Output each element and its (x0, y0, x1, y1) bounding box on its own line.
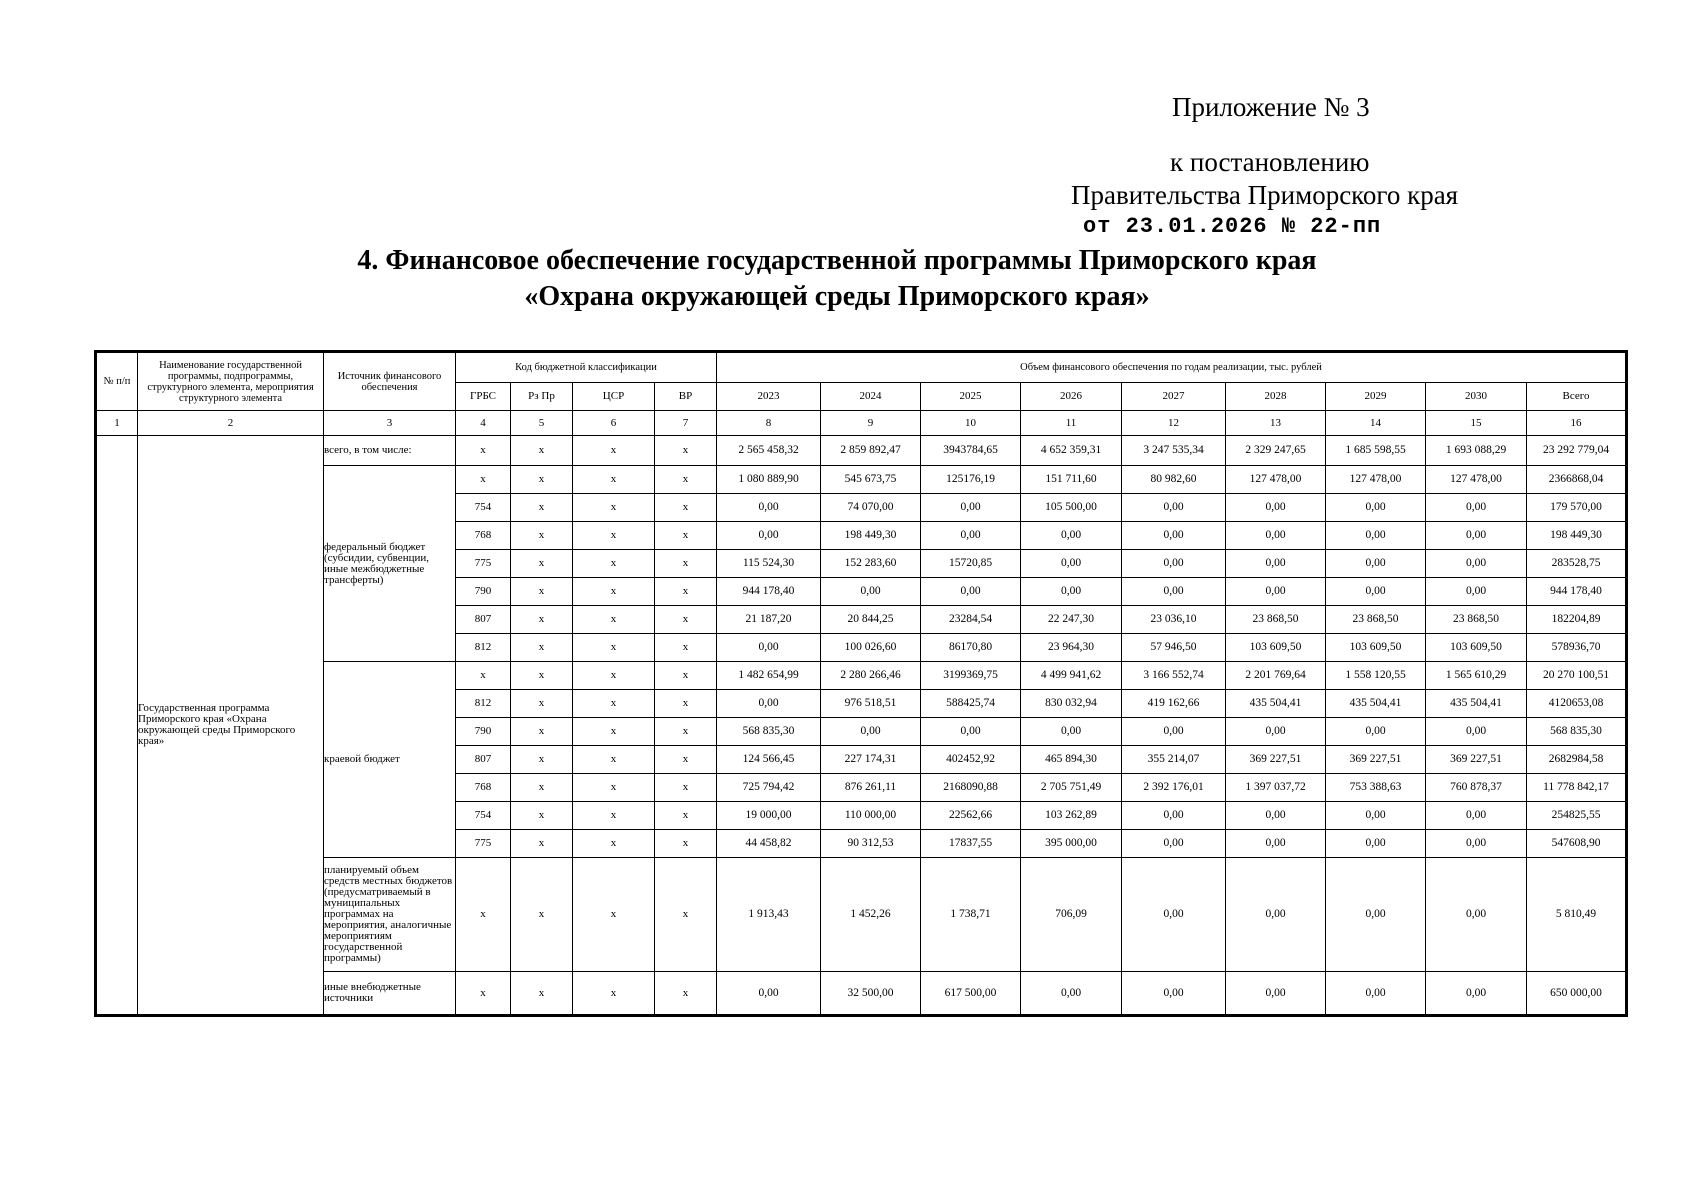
year-value-cell: 588425,74 (921, 690, 1021, 718)
source-regional-cell: краевой бюджет (324, 662, 456, 858)
total-value-cell: 283528,75 (1527, 550, 1627, 578)
table-row (96, 858, 1627, 972)
vr-cell: x (655, 634, 717, 662)
csr-cell: x (573, 718, 655, 746)
date-number: от 23.01.2026 № 22-пп (1083, 214, 1382, 239)
year-value-cell: 0,00 (1226, 972, 1326, 1016)
year-value-cell: 435 504,41 (1226, 690, 1326, 718)
column-number: 13 (1226, 411, 1326, 436)
rzpr-cell: x (511, 774, 573, 802)
year-value-cell: 976 518,51 (821, 690, 921, 718)
column-number: 10 (921, 411, 1021, 436)
header-total: Всего (1527, 383, 1627, 411)
year-value-cell: 22 247,30 (1021, 606, 1122, 634)
table-row (96, 662, 1627, 690)
grbs-cell: 754 (456, 802, 511, 830)
rzpr-cell: x (511, 436, 573, 466)
header-year: 2027 (1122, 383, 1226, 411)
finance-table (94, 350, 1628, 1017)
year-value-cell: 125176,19 (921, 466, 1021, 494)
header-csr: ЦСР (573, 383, 655, 411)
grbs-cell: x (456, 972, 511, 1016)
grbs-cell: 775 (456, 830, 511, 858)
year-value-cell: 0,00 (1326, 858, 1426, 972)
year-value-cell: 103 609,50 (1426, 634, 1527, 662)
year-value-cell: 103 262,89 (1021, 802, 1122, 830)
header-year: 2024 (821, 383, 921, 411)
grbs-cell: 812 (456, 690, 511, 718)
total-value-cell: 23 292 779,04 (1527, 436, 1627, 466)
grbs-cell: 754 (456, 494, 511, 522)
year-value-cell: 465 894,30 (1021, 746, 1122, 774)
grbs-cell: x (456, 662, 511, 690)
grbs-cell: 790 (456, 578, 511, 606)
total-value-cell: 2682984,58 (1527, 746, 1627, 774)
rzpr-cell: x (511, 634, 573, 662)
vr-cell: x (655, 718, 717, 746)
year-value-cell: 0,00 (1326, 830, 1426, 858)
year-value-cell: 0,00 (1226, 522, 1326, 550)
rzpr-cell: x (511, 606, 573, 634)
vr-cell: x (655, 858, 717, 972)
csr-cell: x (573, 690, 655, 718)
year-value-cell: 110 000,00 (821, 802, 921, 830)
year-value-cell: 0,00 (717, 690, 821, 718)
source-total-cell: всего, в том числе: (324, 436, 456, 466)
year-value-cell: 3 166 552,74 (1122, 662, 1226, 690)
csr-cell: x (573, 634, 655, 662)
year-value-cell: 0,00 (1122, 830, 1226, 858)
year-value-cell: 0,00 (1021, 972, 1122, 1016)
year-value-cell: 4 499 941,62 (1021, 662, 1122, 690)
year-value-cell: 0,00 (717, 972, 821, 1016)
column-number: 15 (1426, 411, 1527, 436)
csr-cell: x (573, 494, 655, 522)
rzpr-cell: x (511, 522, 573, 550)
year-value-cell: 1 565 610,29 (1426, 662, 1527, 690)
year-value-cell: 23 868,50 (1426, 606, 1527, 634)
header-grbs: ГРБС (456, 383, 511, 411)
year-value-cell: 0,00 (1426, 858, 1527, 972)
vr-cell: x (655, 774, 717, 802)
grbs-cell: 807 (456, 606, 511, 634)
total-value-cell: 2366868,04 (1527, 466, 1627, 494)
year-value-cell: 0,00 (1122, 718, 1226, 746)
year-value-cell: 0,00 (1021, 718, 1122, 746)
total-value-cell: 179 570,00 (1527, 494, 1627, 522)
csr-cell: x (573, 774, 655, 802)
year-value-cell: 1 482 654,99 (717, 662, 821, 690)
year-value-cell: 0,00 (1226, 830, 1326, 858)
vr-cell: x (655, 436, 717, 466)
year-value-cell: 0,00 (1326, 550, 1426, 578)
csr-cell: x (573, 858, 655, 972)
year-value-cell: 2 280 266,46 (821, 662, 921, 690)
year-value-cell: 0,00 (717, 634, 821, 662)
total-value-cell: 254825,55 (1527, 802, 1627, 830)
year-value-cell: 127 478,00 (1326, 466, 1426, 494)
year-value-cell: 0,00 (1326, 522, 1426, 550)
year-value-cell: 2168090,88 (921, 774, 1021, 802)
total-value-cell: 20 270 100,51 (1527, 662, 1627, 690)
total-value-cell: 547608,90 (1527, 830, 1627, 858)
header-num: № п/п (96, 352, 138, 411)
vr-cell: x (655, 690, 717, 718)
grbs-cell: 790 (456, 718, 511, 746)
year-value-cell: 74 070,00 (821, 494, 921, 522)
grbs-cell: x (456, 466, 511, 494)
year-value-cell: 44 458,82 (717, 830, 821, 858)
table-row (96, 466, 1627, 494)
year-value-cell: 0,00 (1021, 550, 1122, 578)
column-number: 7 (655, 411, 717, 436)
year-value-cell: 2 329 247,65 (1226, 436, 1326, 466)
vr-cell: x (655, 494, 717, 522)
year-value-cell: 1 738,71 (921, 858, 1021, 972)
source-other-cell: иные внебюджетные источники (324, 972, 456, 1016)
year-value-cell: 617 500,00 (921, 972, 1021, 1016)
year-value-cell: 15720,85 (921, 550, 1021, 578)
rzpr-cell: x (511, 494, 573, 522)
year-value-cell: 1 397 037,72 (1226, 774, 1326, 802)
rzpr-cell: x (511, 802, 573, 830)
year-value-cell: 105 500,00 (1021, 494, 1122, 522)
year-value-cell: 0,00 (1426, 718, 1527, 746)
year-value-cell: 0,00 (1426, 972, 1527, 1016)
vr-cell: x (655, 972, 717, 1016)
column-number: 1 (96, 411, 138, 436)
year-value-cell: 124 566,45 (717, 746, 821, 774)
header-source: Источник финансового обеспечения (324, 352, 456, 411)
year-value-cell: 0,00 (1426, 830, 1527, 858)
year-value-cell: 0,00 (1326, 578, 1426, 606)
year-value-cell: 0,00 (1226, 494, 1326, 522)
year-value-cell: 2 565 458,32 (717, 436, 821, 466)
csr-cell: x (573, 662, 655, 690)
year-value-cell: 86170,80 (921, 634, 1021, 662)
rzpr-cell: x (511, 466, 573, 494)
year-value-cell: 1 558 120,55 (1326, 662, 1426, 690)
vr-cell: x (655, 550, 717, 578)
csr-cell: x (573, 550, 655, 578)
year-value-cell: 19 000,00 (717, 802, 821, 830)
grbs-cell: x (456, 436, 511, 466)
year-value-cell: 760 878,37 (1426, 774, 1527, 802)
year-value-cell: 0,00 (1426, 578, 1527, 606)
government-label: Правительства Приморского края (1071, 180, 1459, 210)
column-number: 11 (1021, 411, 1122, 436)
table-row (96, 436, 1627, 466)
year-value-cell: 369 227,51 (1326, 746, 1426, 774)
year-value-cell: 1 452,26 (821, 858, 921, 972)
year-value-cell: 0,00 (1326, 972, 1426, 1016)
vr-cell: x (655, 830, 717, 858)
year-value-cell: 0,00 (1122, 494, 1226, 522)
year-value-cell: 369 227,51 (1226, 746, 1326, 774)
total-value-cell: 4120653,08 (1527, 690, 1627, 718)
year-value-cell: 103 609,50 (1326, 634, 1426, 662)
year-value-cell: 23 036,10 (1122, 606, 1226, 634)
column-number: 6 (573, 411, 655, 436)
rzpr-cell: x (511, 550, 573, 578)
page-subtitle: «Охрана окружающей среды Приморского края» (524, 281, 1150, 312)
year-value-cell: 369 227,51 (1426, 746, 1527, 774)
total-value-cell: 198 449,30 (1527, 522, 1627, 550)
grbs-cell: 768 (456, 522, 511, 550)
year-value-cell: 0,00 (821, 578, 921, 606)
row-number-cell (96, 436, 138, 1016)
vr-cell: x (655, 466, 717, 494)
csr-cell: x (573, 830, 655, 858)
header-year: 2030 (1426, 383, 1527, 411)
rzpr-cell: x (511, 718, 573, 746)
year-value-cell: 0,00 (921, 578, 1021, 606)
year-value-cell: 0,00 (921, 494, 1021, 522)
vr-cell: x (655, 746, 717, 774)
column-number: 4 (456, 411, 511, 436)
year-value-cell: 0,00 (1021, 522, 1122, 550)
rzpr-cell: x (511, 746, 573, 774)
grbs-cell: x (456, 858, 511, 972)
rzpr-cell: x (511, 972, 573, 1016)
rzpr-cell: x (511, 858, 573, 972)
year-value-cell: 753 388,63 (1326, 774, 1426, 802)
year-value-cell: 80 982,60 (1122, 466, 1226, 494)
year-value-cell: 0,00 (1226, 550, 1326, 578)
column-number: 14 (1326, 411, 1426, 436)
year-value-cell: 0,00 (1326, 718, 1426, 746)
year-value-cell: 725 794,42 (717, 774, 821, 802)
year-value-cell: 115 524,30 (717, 550, 821, 578)
year-value-cell: 706,09 (1021, 858, 1122, 972)
year-value-cell: 4 652 359,31 (1021, 436, 1122, 466)
year-value-cell: 2 859 892,47 (821, 436, 921, 466)
total-value-cell: 650 000,00 (1527, 972, 1627, 1016)
year-value-cell: 0,00 (1122, 522, 1226, 550)
vr-cell: x (655, 802, 717, 830)
year-value-cell: 23284,54 (921, 606, 1021, 634)
year-value-cell: 435 504,41 (1426, 690, 1527, 718)
header-volume: Объем финансового обеспечения по годам реализации, тыс. рублей (717, 352, 1627, 383)
year-value-cell: 103 609,50 (1226, 634, 1326, 662)
year-value-cell: 0,00 (1226, 718, 1326, 746)
year-value-cell: 355 214,07 (1122, 746, 1226, 774)
year-value-cell: 23 868,50 (1326, 606, 1426, 634)
csr-cell: x (573, 972, 655, 1016)
year-value-cell: 1 693 088,29 (1426, 436, 1527, 466)
total-value-cell: 578936,70 (1527, 634, 1627, 662)
vr-cell: x (655, 522, 717, 550)
year-value-cell: 0,00 (1122, 550, 1226, 578)
header-year: 2026 (1021, 383, 1122, 411)
vr-cell: x (655, 662, 717, 690)
total-value-cell: 182204,89 (1527, 606, 1627, 634)
grbs-cell: 775 (456, 550, 511, 578)
year-value-cell: 0,00 (1426, 550, 1527, 578)
year-value-cell: 23 868,50 (1226, 606, 1326, 634)
header-year: 2029 (1326, 383, 1426, 411)
rzpr-cell: x (511, 662, 573, 690)
year-value-cell: 227 174,31 (821, 746, 921, 774)
total-value-cell: 944 178,40 (1527, 578, 1627, 606)
header-vr: ВР (655, 383, 717, 411)
csr-cell: x (573, 522, 655, 550)
year-value-cell: 830 032,94 (1021, 690, 1122, 718)
csr-cell: x (573, 746, 655, 774)
year-value-cell: 127 478,00 (1426, 466, 1527, 494)
year-value-cell: 435 504,41 (1326, 690, 1426, 718)
year-value-cell: 0,00 (1122, 858, 1226, 972)
year-value-cell: 152 283,60 (821, 550, 921, 578)
year-value-cell: 3 247 535,34 (1122, 436, 1226, 466)
year-value-cell: 402452,92 (921, 746, 1021, 774)
year-value-cell: 21 187,20 (717, 606, 821, 634)
column-number: 3 (324, 411, 456, 436)
grbs-cell: 812 (456, 634, 511, 662)
year-value-cell: 2 201 769,64 (1226, 662, 1326, 690)
csr-cell: x (573, 802, 655, 830)
year-value-cell: 0,00 (1426, 494, 1527, 522)
year-value-cell: 100 026,60 (821, 634, 921, 662)
appendix-label: Приложение № 3 (1172, 92, 1370, 122)
year-value-cell: 0,00 (717, 494, 821, 522)
resolution-label: к постановлению (1170, 147, 1370, 177)
csr-cell: x (573, 606, 655, 634)
year-value-cell: 0,00 (1226, 858, 1326, 972)
year-value-cell: 545 673,75 (821, 466, 921, 494)
rzpr-cell: x (511, 690, 573, 718)
total-value-cell: 568 835,30 (1527, 718, 1627, 746)
csr-cell: x (573, 436, 655, 466)
column-numbers-row (96, 411, 1627, 436)
year-value-cell: 0,00 (1426, 522, 1527, 550)
year-value-cell: 2 392 176,01 (1122, 774, 1226, 802)
year-value-cell: 127 478,00 (1226, 466, 1326, 494)
total-value-cell: 5 810,49 (1527, 858, 1627, 972)
year-value-cell: 395 000,00 (1021, 830, 1122, 858)
year-value-cell: 0,00 (821, 718, 921, 746)
year-value-cell: 0,00 (1326, 802, 1426, 830)
column-number: 16 (1527, 411, 1627, 436)
year-value-cell: 2 705 751,49 (1021, 774, 1122, 802)
grbs-cell: 807 (456, 746, 511, 774)
vr-cell: x (655, 606, 717, 634)
header-bcc: Код бюджетной классификации (456, 352, 717, 383)
header-year: 2023 (717, 383, 821, 411)
column-number: 9 (821, 411, 921, 436)
year-value-cell: 3199369,75 (921, 662, 1021, 690)
header-year: 2028 (1226, 383, 1326, 411)
source-federal-cell: федеральный бюджет (субсидии, субвенции, иные межбюджетные трансферты) (324, 466, 456, 662)
year-value-cell: 0,00 (921, 522, 1021, 550)
grbs-cell: 768 (456, 774, 511, 802)
vr-cell: x (655, 578, 717, 606)
year-value-cell: 17837,55 (921, 830, 1021, 858)
program-name-cell: Государственная программа Приморского края «Охрана окружающей среды Приморского края» (138, 436, 324, 1016)
year-value-cell: 944 178,40 (717, 578, 821, 606)
year-value-cell: 0,00 (1226, 578, 1326, 606)
table-row (96, 972, 1627, 1016)
year-value-cell: 0,00 (1122, 802, 1226, 830)
year-value-cell: 198 449,30 (821, 522, 921, 550)
year-value-cell: 419 162,66 (1122, 690, 1226, 718)
year-value-cell: 1 685 598,55 (1326, 436, 1426, 466)
year-value-cell: 32 500,00 (821, 972, 921, 1016)
year-value-cell: 0,00 (1122, 972, 1226, 1016)
header-name: Наименование государственной программы, подпрограммы, структурного элемента, мероприятия структурного элемента (138, 352, 324, 411)
column-number: 8 (717, 411, 821, 436)
header-year: 2025 (921, 383, 1021, 411)
year-value-cell: 22562,66 (921, 802, 1021, 830)
rzpr-cell: x (511, 830, 573, 858)
year-value-cell: 0,00 (1326, 494, 1426, 522)
source-local-cell: планируемый объем средств местных бюджетов (предусматриваемый в муниципальных программах на мероприятия, аналогичные мероприятиям государственной программы) (324, 858, 456, 972)
year-value-cell: 3943784,65 (921, 436, 1021, 466)
year-value-cell: 0,00 (1122, 578, 1226, 606)
total-value-cell: 11 778 842,17 (1527, 774, 1627, 802)
year-value-cell: 876 261,11 (821, 774, 921, 802)
year-value-cell: 20 844,25 (821, 606, 921, 634)
year-value-cell: 0,00 (1426, 802, 1527, 830)
rzpr-cell: x (511, 578, 573, 606)
year-value-cell: 1 080 889,90 (717, 466, 821, 494)
csr-cell: x (573, 578, 655, 606)
column-number: 12 (1122, 411, 1226, 436)
csr-cell: x (573, 466, 655, 494)
year-value-cell: 151 711,60 (1021, 466, 1122, 494)
year-value-cell: 1 913,43 (717, 858, 821, 972)
year-value-cell: 0,00 (1226, 802, 1326, 830)
year-value-cell: 568 835,30 (717, 718, 821, 746)
header-rzpr: Рз Пр (511, 383, 573, 411)
year-value-cell: 0,00 (1021, 578, 1122, 606)
year-value-cell: 90 312,53 (821, 830, 921, 858)
column-number: 2 (138, 411, 324, 436)
year-value-cell: 0,00 (717, 522, 821, 550)
page-title: 4. Финансовое обеспечение государственной программы Приморского края (357, 245, 1317, 276)
year-value-cell: 57 946,50 (1122, 634, 1226, 662)
column-number: 5 (511, 411, 573, 436)
year-value-cell: 23 964,30 (1021, 634, 1122, 662)
year-value-cell: 0,00 (921, 718, 1021, 746)
